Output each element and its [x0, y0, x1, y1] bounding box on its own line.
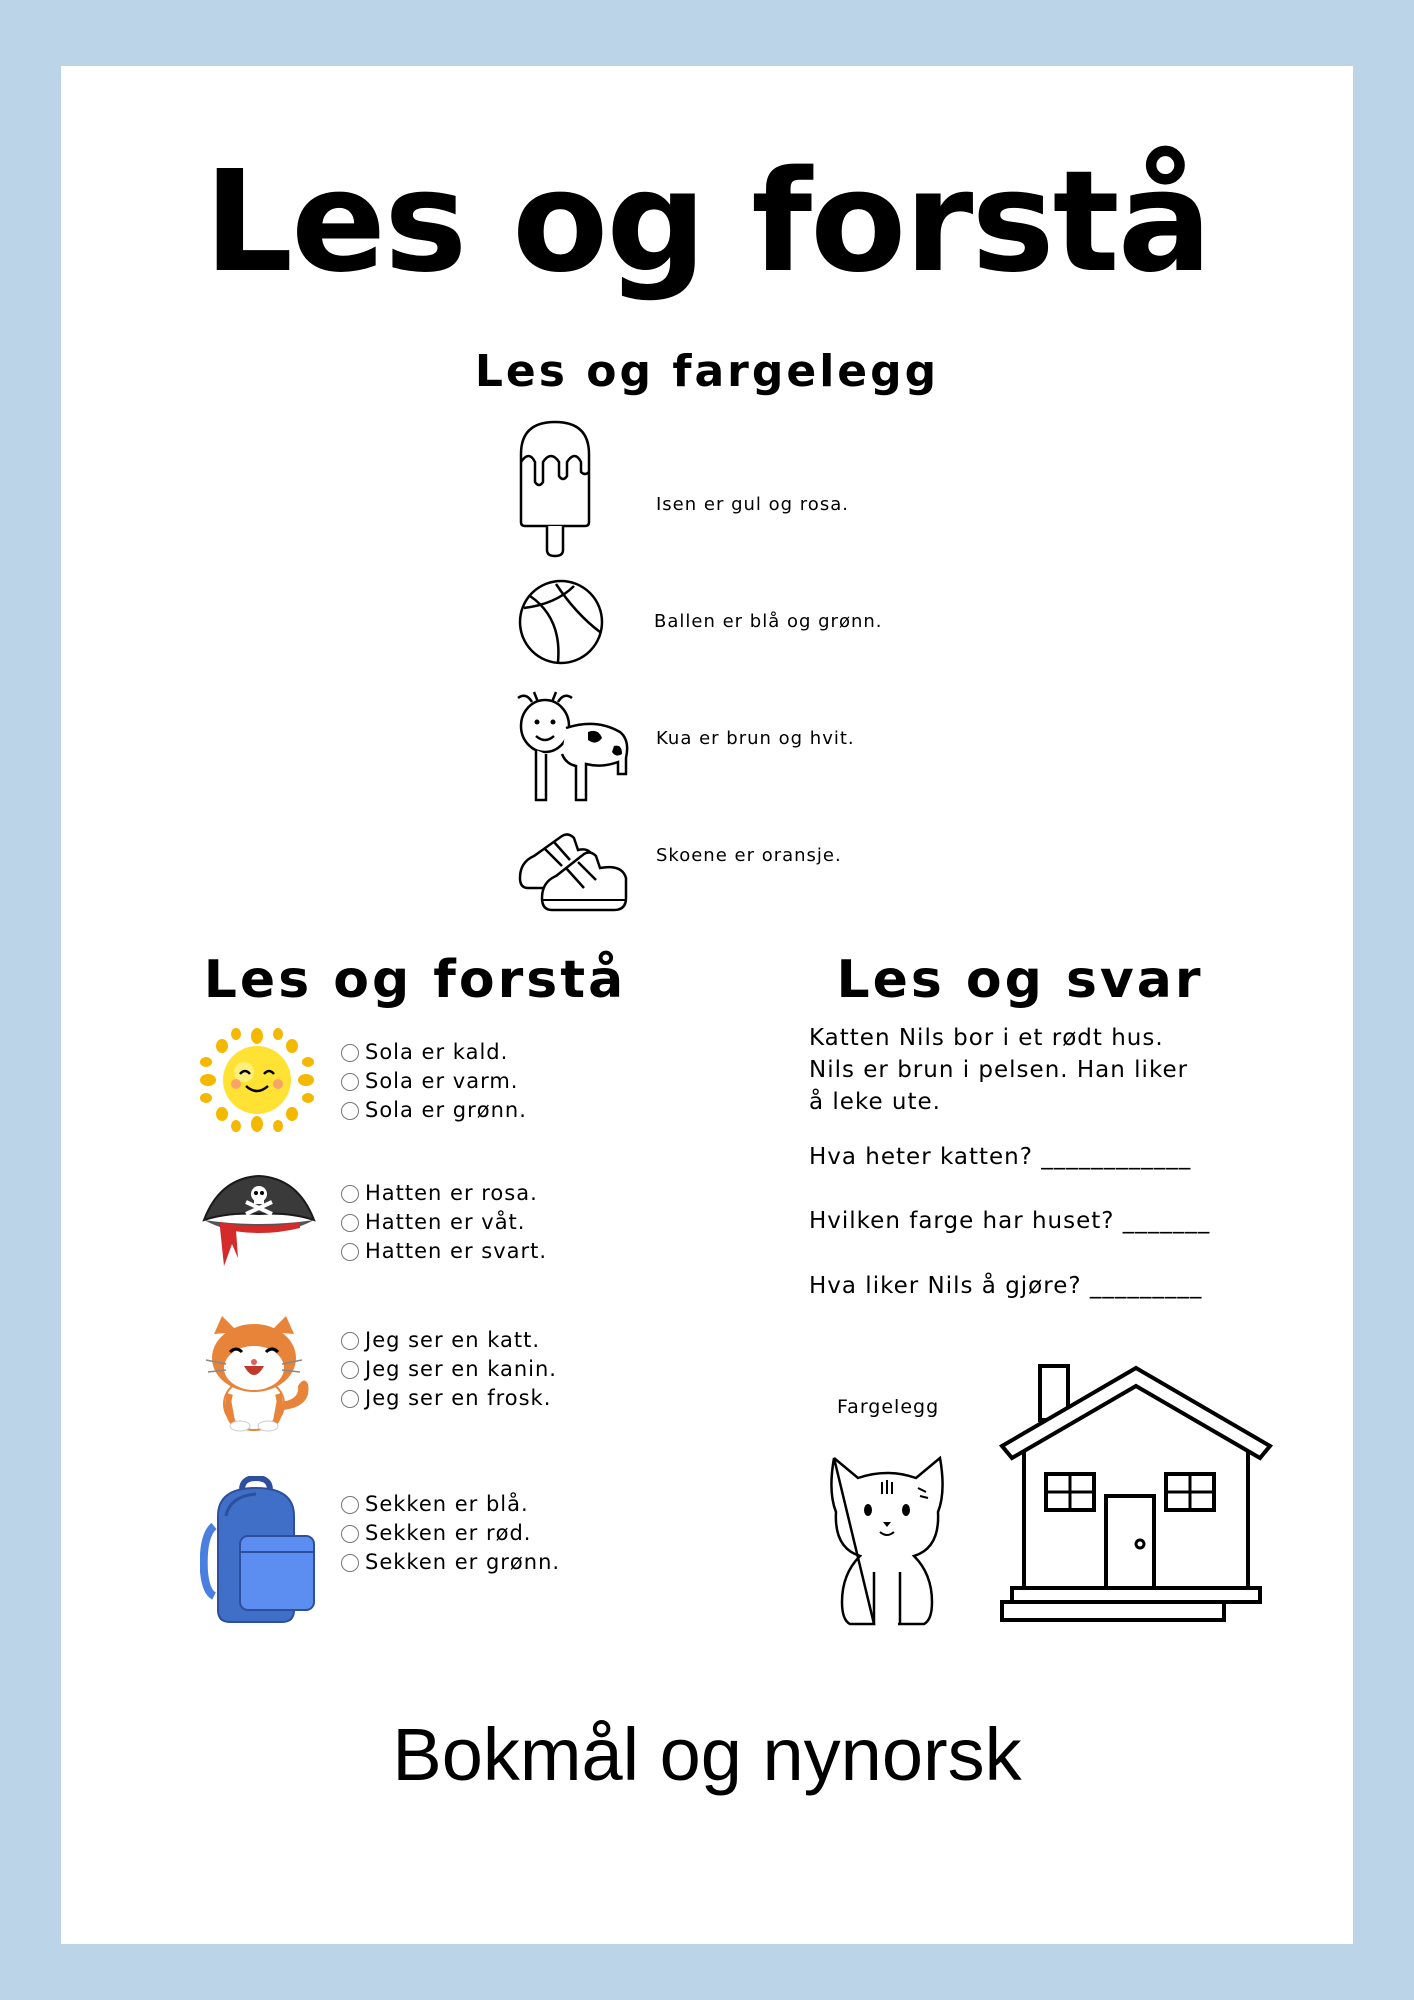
- radio-button[interactable]: [341, 1496, 359, 1514]
- option-text: Sekken er blå.: [365, 1492, 529, 1516]
- answer-options: [341, 1179, 547, 1266]
- ice-cream-icon: [515, 418, 595, 558]
- story-text: [809, 1022, 1188, 1118]
- radio-button[interactable]: [341, 1073, 359, 1091]
- option-text: Sekken er rød.: [365, 1521, 532, 1545]
- backpack-icon: [200, 1476, 316, 1626]
- radio-button[interactable]: [341, 1243, 359, 1261]
- option-text: Hatten er svart.: [365, 1239, 548, 1263]
- color-item-text: Skoene er oransje.: [656, 845, 842, 866]
- option-text: Jeg ser en frosk.: [365, 1386, 552, 1410]
- story-line: å leke ute.: [809, 1089, 941, 1115]
- radio-button[interactable]: [341, 1525, 359, 1543]
- question-line[interactable]: Hva liker Nils å gjøre? _________: [809, 1273, 1203, 1299]
- question-line[interactable]: Hvilken farge har huset? _______: [809, 1208, 1211, 1234]
- option-text: Sola er kald.: [365, 1040, 509, 1064]
- house-icon: [998, 1362, 1274, 1626]
- beach-ball-icon: [516, 578, 606, 666]
- radio-button[interactable]: [341, 1214, 359, 1232]
- read-section-title: Les og forstå: [203, 950, 627, 1010]
- option-row[interactable]: [341, 1384, 557, 1413]
- option-row[interactable]: [341, 1548, 560, 1577]
- option-row[interactable]: [341, 1208, 547, 1237]
- option-row[interactable]: [341, 1355, 557, 1384]
- option-text: Hatten er rosa.: [365, 1181, 538, 1205]
- answer-options: [341, 1038, 527, 1125]
- option-row[interactable]: [341, 1179, 547, 1208]
- option-row[interactable]: [341, 1519, 560, 1548]
- radio-button[interactable]: [341, 1044, 359, 1062]
- cat-outline-icon: [828, 1452, 946, 1628]
- footer-text: Bokmål og nynorsk: [392, 1713, 1022, 1796]
- cow-icon: [516, 688, 632, 802]
- option-row[interactable]: [341, 1326, 557, 1355]
- option-text: Sola er varm.: [365, 1069, 519, 1093]
- answer-options: [341, 1490, 560, 1577]
- option-row[interactable]: [341, 1237, 547, 1266]
- option-text: Sekken er grønn.: [365, 1550, 561, 1574]
- option-text: Sola er grønn.: [365, 1098, 527, 1122]
- story-line: Nils er brun i pelsen. Han liker: [809, 1057, 1189, 1083]
- option-row[interactable]: [341, 1490, 560, 1519]
- option-text: Jeg ser en kanin.: [365, 1357, 557, 1381]
- option-row[interactable]: [341, 1038, 527, 1067]
- sun-icon: [200, 1028, 314, 1132]
- option-text: Jeg ser en katt.: [365, 1328, 540, 1352]
- radio-button[interactable]: [341, 1554, 359, 1572]
- option-row[interactable]: [341, 1067, 527, 1096]
- question-line[interactable]: Hva heter katten? ____________: [809, 1144, 1192, 1170]
- story-line: Katten Nils bor i et rødt hus.: [809, 1025, 1164, 1051]
- radio-button[interactable]: [341, 1102, 359, 1120]
- pirate-hat-icon: [200, 1172, 318, 1268]
- cat-icon: [200, 1314, 316, 1432]
- color-item-text: Ballen er blå og grønn.: [654, 611, 883, 632]
- shoes-icon: [518, 822, 630, 912]
- color-section-title: Les og fargelegg: [474, 346, 940, 397]
- radio-button[interactable]: [341, 1332, 359, 1350]
- radio-button[interactable]: [341, 1361, 359, 1379]
- answer-section-title: Les og svar: [836, 950, 1204, 1010]
- radio-button[interactable]: [341, 1390, 359, 1408]
- color-item-text: Isen er gul og rosa.: [656, 494, 849, 515]
- answer-options: [341, 1326, 557, 1413]
- color-label: Fargelegg: [837, 1396, 940, 1418]
- page-title: Les og forstå: [203, 141, 1211, 304]
- radio-button[interactable]: [341, 1185, 359, 1203]
- color-item-text: Kua er brun og hvit.: [656, 728, 855, 749]
- option-row[interactable]: [341, 1096, 527, 1125]
- option-text: Hatten er våt.: [365, 1210, 526, 1234]
